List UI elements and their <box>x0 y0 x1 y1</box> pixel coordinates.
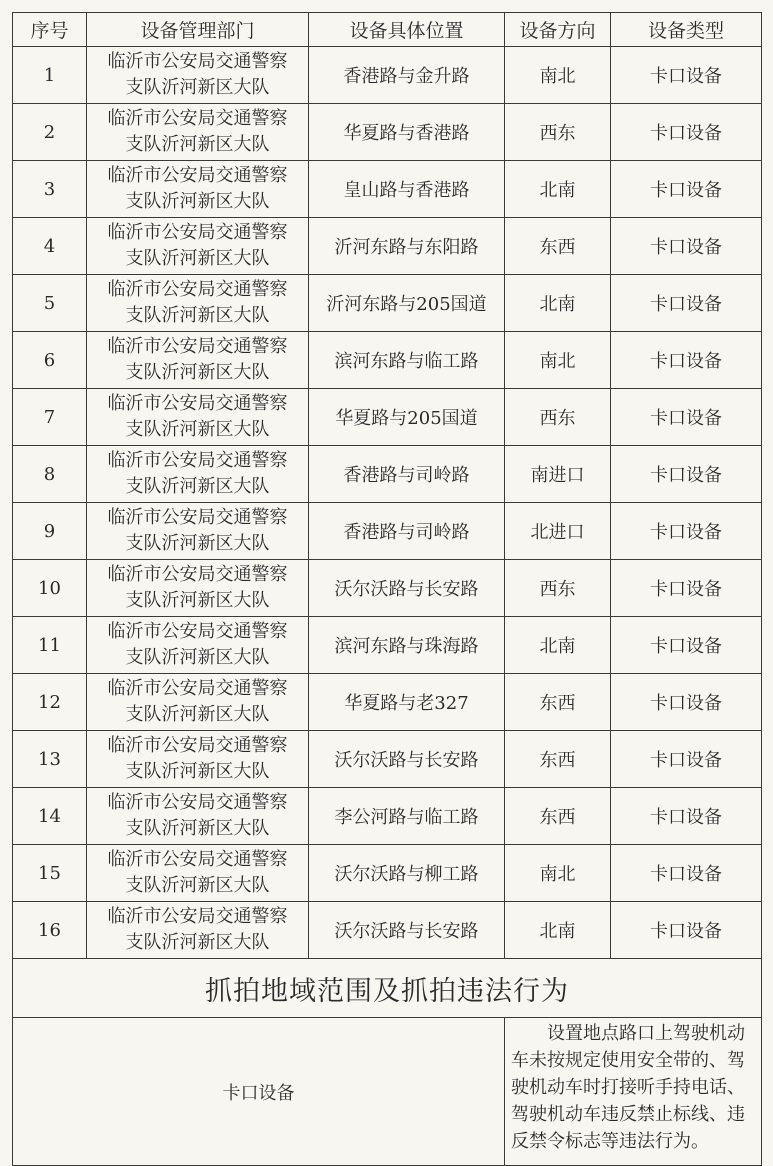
row-type: 卡口设备 <box>611 332 762 389</box>
row-direction: 东西 <box>505 674 611 731</box>
row-location: 滨河东路与珠海路 <box>309 617 505 674</box>
table-row <box>13 218 762 275</box>
row-index: 6 <box>13 332 87 389</box>
row-direction: 北南 <box>505 275 611 332</box>
table-row <box>13 104 762 161</box>
table-header-row <box>13 13 762 47</box>
row-direction: 南北 <box>505 47 611 104</box>
row-location: 华夏路与香港路 <box>309 104 505 161</box>
table-row <box>13 503 762 560</box>
row-dept: 临沂市公安局交通警察 支队沂河新区大队 <box>87 332 309 389</box>
row-dept: 临沂市公安局交通警察 支队沂河新区大队 <box>87 161 309 218</box>
table-row <box>13 47 762 104</box>
row-location: 沃尔沃路与长安路 <box>309 560 505 617</box>
table-row <box>13 446 762 503</box>
row-location: 沃尔沃路与长安路 <box>309 902 505 959</box>
row-location: 华夏路与205国道 <box>309 389 505 446</box>
row-dept: 临沂市公安局交通警察 支队沂河新区大队 <box>87 503 309 560</box>
row-index: 11 <box>13 617 87 674</box>
row-index: 4 <box>13 218 87 275</box>
row-direction: 东西 <box>505 218 611 275</box>
row-location: 香港路与司岭路 <box>309 446 505 503</box>
header-type: 设备类型 <box>611 13 762 47</box>
row-type: 卡口设备 <box>611 275 762 332</box>
row-direction: 南北 <box>505 845 611 902</box>
table-row <box>13 332 762 389</box>
device-table <box>12 12 762 1166</box>
row-type: 卡口设备 <box>611 617 762 674</box>
row-dept: 临沂市公安局交通警察 支队沂河新区大队 <box>87 560 309 617</box>
row-direction: 西东 <box>505 104 611 161</box>
row-direction: 北南 <box>505 161 611 218</box>
table-row <box>13 389 762 446</box>
row-location: 沂河东路与205国道 <box>309 275 505 332</box>
row-index: 15 <box>13 845 87 902</box>
row-direction: 西东 <box>505 389 611 446</box>
row-location: 李公河路与临工路 <box>309 788 505 845</box>
table-row <box>13 161 762 218</box>
row-index: 12 <box>13 674 87 731</box>
description-text: 设置地点路口上驾驶机动车未按规定使用安全带的、驾驶机动车时打接听手持电话、驾驶机动车违反禁止标线、违反禁令标志等违法行为。 <box>505 1018 762 1166</box>
table-row <box>13 731 762 788</box>
row-dept: 临沂市公安局交通警察 支队沂河新区大队 <box>87 617 309 674</box>
row-type: 卡口设备 <box>611 560 762 617</box>
row-direction: 南进口 <box>505 446 611 503</box>
table-row <box>13 275 762 332</box>
table-body <box>13 47 762 1166</box>
section-title-row <box>13 959 762 1018</box>
row-index: 3 <box>13 161 87 218</box>
row-type: 卡口设备 <box>611 731 762 788</box>
row-dept: 临沂市公安局交通警察 支队沂河新区大队 <box>87 731 309 788</box>
row-direction: 西东 <box>505 560 611 617</box>
header-dept: 设备管理部门 <box>87 13 309 47</box>
header-location: 设备具体位置 <box>309 13 505 47</box>
description-row <box>13 1018 762 1166</box>
row-dept: 临沂市公安局交通警察 支队沂河新区大队 <box>87 902 309 959</box>
section-title: 抓拍地域范围及抓拍违法行为 <box>13 959 762 1018</box>
row-type: 卡口设备 <box>611 845 762 902</box>
table-row <box>13 902 762 959</box>
row-index: 16 <box>13 902 87 959</box>
document-sheet <box>12 12 761 1166</box>
row-index: 9 <box>13 503 87 560</box>
row-type: 卡口设备 <box>611 218 762 275</box>
row-dept: 临沂市公安局交通警察 支队沂河新区大队 <box>87 674 309 731</box>
row-type: 卡口设备 <box>611 788 762 845</box>
row-dept: 临沂市公安局交通警察 支队沂河新区大队 <box>87 446 309 503</box>
row-dept: 临沂市公安局交通警察 支队沂河新区大队 <box>87 788 309 845</box>
row-location: 沃尔沃路与柳工路 <box>309 845 505 902</box>
row-dept: 临沂市公安局交通警察 支队沂河新区大队 <box>87 845 309 902</box>
row-dept: 临沂市公安局交通警察 支队沂河新区大队 <box>87 47 309 104</box>
row-type: 卡口设备 <box>611 389 762 446</box>
description-label: 卡口设备 <box>13 1018 505 1166</box>
header-index: 序号 <box>13 13 87 47</box>
row-direction: 南北 <box>505 332 611 389</box>
row-index: 10 <box>13 560 87 617</box>
row-index: 5 <box>13 275 87 332</box>
row-direction: 东西 <box>505 731 611 788</box>
row-dept: 临沂市公安局交通警察 支队沂河新区大队 <box>87 218 309 275</box>
table-row <box>13 617 762 674</box>
row-location: 滨河东路与临工路 <box>309 332 505 389</box>
row-index: 14 <box>13 788 87 845</box>
row-dept: 临沂市公安局交通警察 支队沂河新区大队 <box>87 104 309 161</box>
row-direction: 北南 <box>505 902 611 959</box>
row-index: 8 <box>13 446 87 503</box>
row-location: 香港路与司岭路 <box>309 503 505 560</box>
row-direction: 北进口 <box>505 503 611 560</box>
row-type: 卡口设备 <box>611 674 762 731</box>
row-location: 华夏路与老327 <box>309 674 505 731</box>
table-row <box>13 788 762 845</box>
row-index: 13 <box>13 731 87 788</box>
row-index: 7 <box>13 389 87 446</box>
row-dept: 临沂市公安局交通警察 支队沂河新区大队 <box>87 275 309 332</box>
row-type: 卡口设备 <box>611 161 762 218</box>
table-row <box>13 674 762 731</box>
row-type: 卡口设备 <box>611 446 762 503</box>
row-location: 沂河东路与东阳路 <box>309 218 505 275</box>
row-type: 卡口设备 <box>611 104 762 161</box>
row-direction: 北南 <box>505 617 611 674</box>
row-index: 1 <box>13 47 87 104</box>
table-row <box>13 845 762 902</box>
row-type: 卡口设备 <box>611 503 762 560</box>
header-direction: 设备方向 <box>505 13 611 47</box>
row-location: 皇山路与香港路 <box>309 161 505 218</box>
row-dept: 临沂市公安局交通警察 支队沂河新区大队 <box>87 389 309 446</box>
table-row <box>13 560 762 617</box>
row-location: 沃尔沃路与长安路 <box>309 731 505 788</box>
row-index: 2 <box>13 104 87 161</box>
row-type: 卡口设备 <box>611 47 762 104</box>
row-type: 卡口设备 <box>611 902 762 959</box>
row-direction: 东西 <box>505 788 611 845</box>
row-location: 香港路与金升路 <box>309 47 505 104</box>
